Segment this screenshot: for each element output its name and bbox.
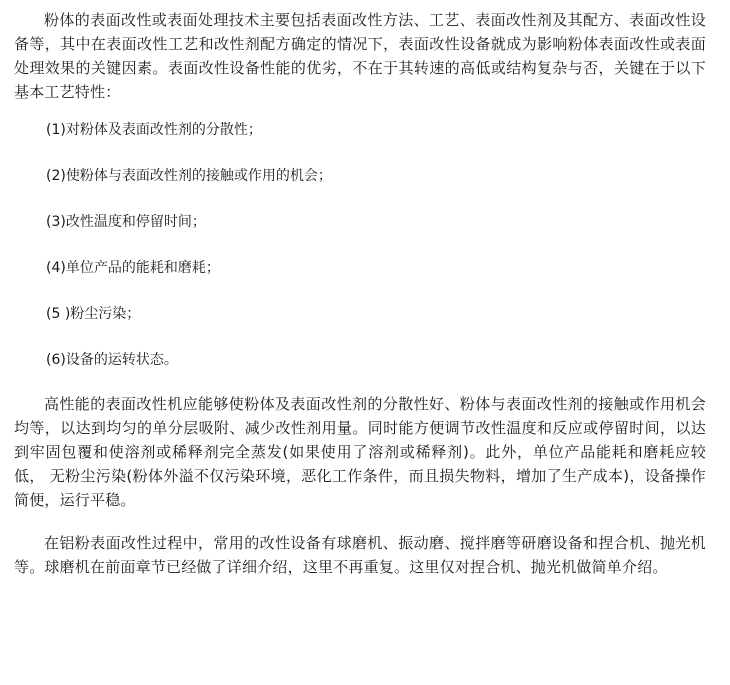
list-item-4: (4)单位产品的能耗和磨耗； (46, 260, 220, 276)
list-item-2: (2)使粉体与表面改性剂的接触或作用的机会； (46, 168, 332, 184)
intro-paragraph: 粉体的表面改性或表面处理技术主要包括表面改性方法、工艺、表面改性剂及其配方、表面改性设备等，其中在表面改性工艺和改性剂配方确定的情况下，表面改性设备就成为影响粉体表面改性或表面处理效果的关键因素。表面改性设备性能的优劣，不在于其转速的高低或结构复杂与否，关键在于以下基本工艺特性： (14, 11, 706, 101)
list-item-5: (5 )粉尘污染； (46, 306, 141, 322)
performance-paragraph: 高性能的表面改性机应能够使粉体及表面改性剂的分散性好、粉体与表面改性剂的接触或作用机会均等，以达到均匀的单分层吸附、减少改性剂用量。同时能方便调节改性温度和反应或停留时间，以达到牢固包覆和使溶剂或稀释剂完全蒸发(如果使用了溶剂或稀释剂)。此外，单位产品能耗和磨耗应较低， 无粉尘污染(粉体外溢不仅污染环境，恶化工作条件，而且损失物料，增加了生产成本)，设备操作简便，运行平稳。 (14, 395, 706, 509)
equipment-paragraph: 在铝粉表面改性过程中，常用的改性设备有球磨机、振动磨、搅拌磨等研磨设备和捏合机、抛光机等。球磨机在前面章节已经做了详细介绍，这里不再重复。这里仅对捏合机、抛光机做简单介绍。 (14, 534, 706, 576)
list-item-3: (3)改性温度和停留时间； (46, 214, 206, 230)
list-item-1: (1)对粉体及表面改性剂的分散性； (46, 122, 262, 138)
list-item-6: (6)设备的运转状态。 (46, 352, 178, 368)
